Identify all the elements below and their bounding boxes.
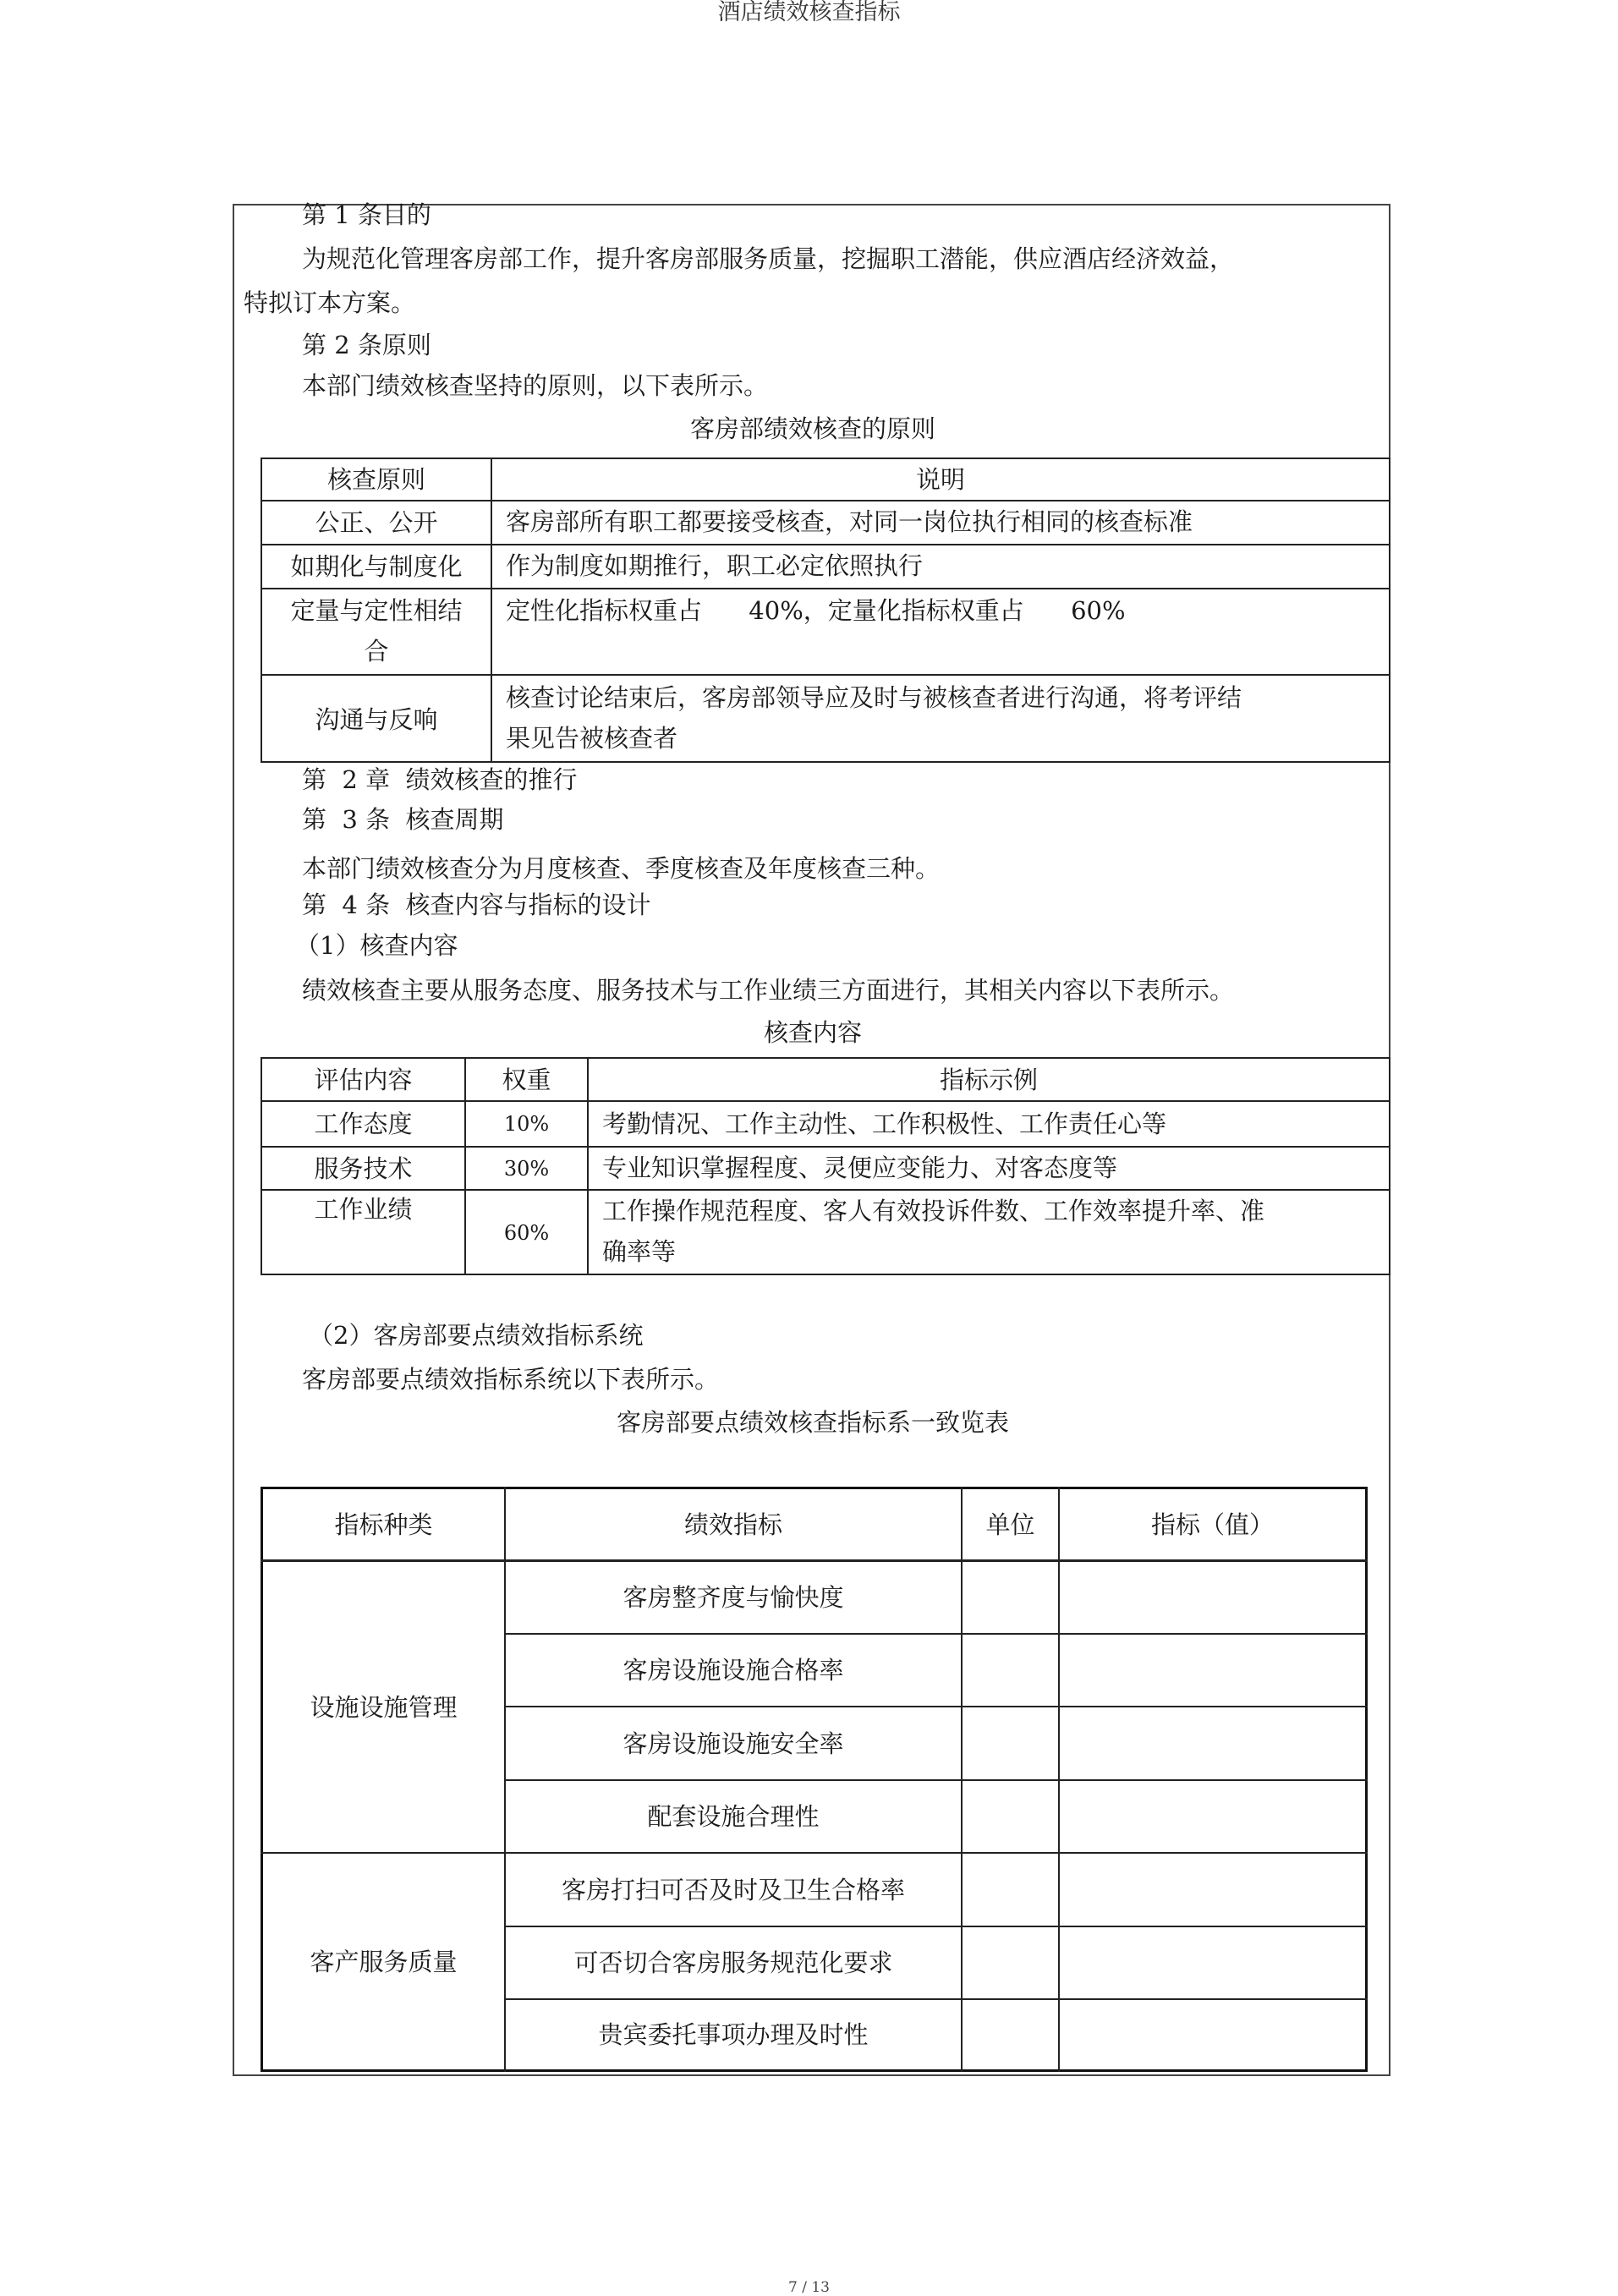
table-1-row-2-description: 作为制度如期推行，职工必定依照执行 (506, 551, 924, 580)
article-4-title: 第 4 条 核查内容与指标的设计 (302, 890, 651, 919)
table-1-row-3-description: 定性化指标权重占 40%，定量化指标权重占 60% (506, 596, 1126, 625)
page-header: 酒店绩效核查指标 (717, 0, 901, 25)
article-3-body: 本部门绩效核查分为月度核查、季度核查及年度核查三种。 (302, 854, 941, 883)
article-2-body: 本部门绩效核查坚持的原则，以下表所示。 (302, 371, 769, 400)
table-3-header-category: 指标种类 (334, 1510, 433, 1539)
table-2-header-item: 评估内容 (314, 1065, 413, 1094)
table-1-row-4-description-line-2: 果见告被核查者 (506, 724, 678, 753)
table-3-header-unit: 单位 (985, 1510, 1035, 1539)
table-3-indicator-row: 客房设施设施合格率 (623, 1656, 844, 1685)
table-2-row-3-examples-line-1: 工作操作规范程度、客人有效投诉件数、工作效率提升率、准 (602, 1197, 1265, 1225)
table-3-indicator-row: 配套设施合理性 (647, 1802, 820, 1831)
table-2-caption: 核查内容 (763, 1018, 862, 1047)
table-2-row-1-item: 工作态度 (314, 1110, 413, 1138)
table-3-header-value: 指标（值） (1150, 1510, 1274, 1539)
table-1-row-4-description-line-1: 核查讨论结束后，客房部领导应及时与被核查者进行沟通，将考评结 (506, 683, 1242, 712)
table-1-row-1-description: 客房部所有职工都要接受核查，对同一岗位执行相同的核查标准 (506, 507, 1193, 536)
table-2-header-examples: 指标示例 (939, 1065, 1038, 1094)
article-3-title: 第 3 条 核查周期 (302, 805, 504, 834)
section-2-body: 客房部要点绩效指标系统以下表所示。 (302, 1365, 720, 1394)
table-3-category-facilities: 设施设施管理 (310, 1692, 458, 1722)
table-1-row-4-principle: 沟通与反响 (315, 704, 438, 734)
table-2-row-1-examples: 考勤情况、工作主动性、工作积极性、工作责任心等 (602, 1110, 1167, 1138)
table-1-col-divider (491, 458, 492, 763)
section-1-title: （1）核查内容 (295, 931, 458, 960)
table-3-indicator-row: 可否切合客房服务规范化要求 (573, 1948, 893, 1977)
section-1-body: 绩效核查主要从服务态度、服务技术与工作业绩三方面进行，其相关内容以下表所示。 (302, 976, 1235, 1005)
section-2-title: （2）客房部要点绩效指标系统 (309, 1321, 644, 1350)
page-number: 7 / 13 (788, 2279, 830, 2296)
table-1-row-divider (261, 588, 1390, 589)
article-1-body-line-2: 特拟订本方案。 (244, 288, 416, 317)
article-2-title: 第 2 条原则 (302, 331, 431, 359)
table-3-indicator-row: 客房整齐度与愉快度 (623, 1583, 844, 1612)
table-3-indicator-row: 客房设施设施安全率 (623, 1729, 844, 1758)
table-1-row-3-principle-line-1: 定量与定性相结 (290, 596, 463, 625)
table-3-category-service: 客产服务质量 (310, 1947, 458, 1976)
table-2-row-3-item: 工作业绩 (314, 1195, 413, 1224)
table-2-row-2-examples: 专业知识掌握程度、灵便应变能力、对客态度等 (602, 1153, 1118, 1182)
table-1-row-3-principle-line-2: 合 (364, 637, 389, 666)
table-3-header-indicator: 绩效指标 (683, 1510, 782, 1539)
table-2-header-weight: 权重 (502, 1065, 551, 1094)
table-2-row-1-weight: 10% (503, 1112, 550, 1136)
article-1-body-line-1: 为规范化管理客房部工作，提升客房部服务质量，挖掘职工潜能，供应酒店经济效益， (302, 244, 1235, 273)
table-2-row-3-examples-line-2: 确率等 (602, 1237, 677, 1266)
table-1-header-description: 说明 (915, 465, 965, 494)
table-3-indicator-row: 贵宾委托事项办理及时性 (598, 2020, 869, 2049)
table-1-caption: 客房部绩效核查的原则 (689, 414, 935, 443)
chapter-2-title: 第 2 章 绩效核查的推行 (302, 765, 578, 794)
table-3-caption: 客房部要点绩效核查指标系一致览表 (616, 1408, 1009, 1437)
table-2-row-2-weight: 30% (503, 1156, 550, 1181)
table-2-row-2-item: 服务技术 (314, 1153, 413, 1183)
table-1-header-principle: 核查原则 (326, 465, 425, 494)
table-1-row-1-principle: 公正、公开 (315, 508, 438, 537)
table-3-indicator-row: 客房打扫可否及时及卫生合格率 (561, 1875, 905, 1904)
table-1-row-2-principle: 如期化与制度化 (290, 552, 463, 581)
table-2-row-3-weight: 60% (503, 1221, 550, 1245)
article-1-title: 第 1 条目的 (302, 200, 431, 229)
